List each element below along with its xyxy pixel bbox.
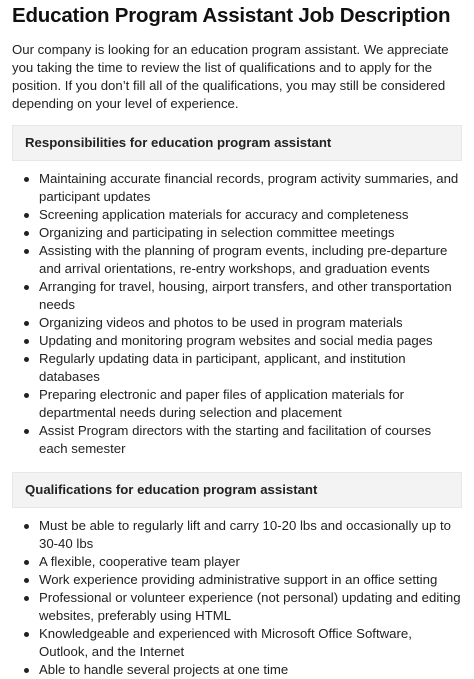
bullet-icon [24,393,29,398]
list-item [39,278,462,314]
list-item-text: Professional or volunteer experience (not personal) updating and editing websites, preferably using HTML [39,590,461,623]
list-item [39,386,462,422]
list-item [39,224,462,242]
bullet-icon [24,632,29,637]
bullet-icon [24,285,29,290]
list-item-text: Organizing videos and photos to be used in program materials [39,315,403,330]
bullet-icon [24,668,29,673]
list-item [39,314,462,332]
list-item-text: Assist Program directors with the starting and facilitation of courses each semester [39,423,432,456]
responsibilities-header: Responsibilities for education program assistant [12,125,462,161]
list-item-text: Organizing and participating in selection committee meetings [39,225,395,240]
list-item [39,571,462,589]
bullet-icon [24,177,29,182]
list-item-text: Assisting with the planning of program events, including pre-departure and arrival orientations, re-entry workshops, and graduation events [39,243,448,276]
list-item [39,206,462,224]
list-item-text: Maintaining accurate financial records, program activity summaries, and participant updates [39,171,459,204]
bullet-icon [24,231,29,236]
page-title: Education Program Assistant Job Description [12,4,451,27]
bullet-icon [24,596,29,601]
list-item-text: Screening application materials for accuracy and completeness [39,207,409,222]
qualifications-list [12,517,462,679]
list-item [39,242,462,278]
list-item [39,422,462,458]
bullet-icon [24,321,29,326]
qualifications-header: Qualifications for education program assistant [12,472,462,508]
list-item [39,517,462,553]
list-item [39,332,462,350]
bullet-icon [24,249,29,254]
responsibilities-list [12,170,462,458]
bullet-icon [24,339,29,344]
list-item [39,350,462,386]
list-item-text: A flexible, cooperative team player [39,554,240,569]
list-item [39,170,462,206]
list-item [39,661,462,679]
list-item [39,553,462,571]
list-item [39,589,462,625]
bullet-icon [24,524,29,529]
bullet-icon [24,357,29,362]
list-item-text: Preparing electronic and paper files of application materials for departmental needs during selection and placement [39,387,405,420]
list-item [39,625,462,661]
bullet-icon [24,560,29,565]
bullet-icon [24,429,29,434]
list-item-text: Able to handle several projects at one time [39,662,289,677]
bullet-icon [24,213,29,218]
bullet-icon [24,578,29,583]
list-item-text: Regularly updating data in participant, applicant, and institution databases [39,351,406,384]
list-item-text: Knowledgeable and experienced with Microsoft Office Software, Outlook, and the Internet [39,626,412,659]
intro-paragraph: Our company is looking for an education program assistant. We appreciate you taking the time to review the list of qualifications and to apply for the position. If you don’t fill all of the qualifications, you may still be considered depending on your level of experience. [12,42,449,111]
list-item-text: Must be able to regularly lift and carry 10-20 lbs and occasionally up to 30-40 lbs [39,518,451,551]
list-item-text: Updating and monitoring program websites and social media pages [39,333,433,348]
list-item-text: Work experience providing administrative support in an office setting [39,572,438,587]
list-item-text: Arranging for travel, housing, airport transfers, and other transportation needs [39,279,452,312]
